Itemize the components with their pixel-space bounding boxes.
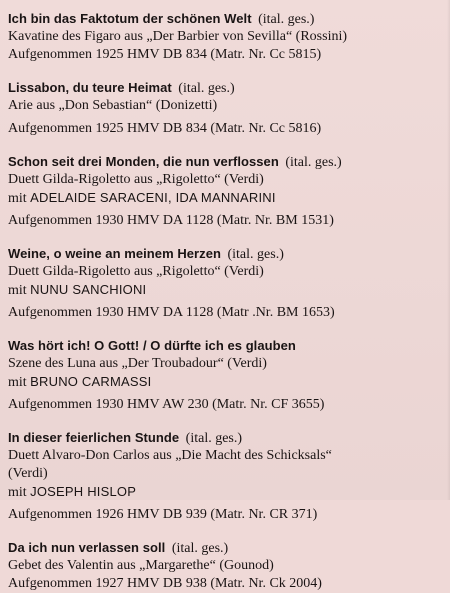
track-heading (8, 10, 446, 28)
track-list (8, 10, 446, 593)
artist-line (8, 483, 446, 501)
track-entry (8, 10, 446, 64)
artist-names: NUNU SANCHIONI (30, 282, 147, 297)
track-heading (8, 245, 446, 263)
track-title: Ich bin das Faktotum der schönen Welt (8, 11, 252, 26)
track-title: Da ich nun verlassen soll (8, 540, 166, 555)
track-entry (8, 153, 446, 230)
track-title: Was hört ich! O Gott! / O dürfte ich es glauben (8, 338, 296, 353)
track-title: Weine, o weine an meinem Herzen (8, 246, 221, 261)
track-heading (8, 79, 446, 97)
track-description: Szene des Luna aus „Der Troubadour“ (Verdi) (8, 356, 267, 371)
recording-info: Aufgenommen 1925 HMV DB 834 (Matr. Nr. Cc 5816) (8, 121, 322, 136)
track-title: Lissabon, du teure Heimat (8, 80, 172, 95)
language-note: (ital. ges.) (171, 541, 229, 556)
track-description-continued: (Verdi) (8, 466, 48, 481)
track-description: Kavatine des Figaro aus „Der Barbier von Sevilla“ (Rossini) (8, 29, 348, 44)
language-note: (ital. ges.) (227, 247, 284, 262)
language-note: (ital. ges.) (178, 81, 235, 96)
track-description: Duett Gilda-Rigoletto aus „Rigoletto“ (Verdi) (8, 172, 264, 187)
track-entry (8, 245, 446, 322)
language-note: (ital. ges.) (285, 155, 342, 170)
recording-info: Aufgenommen 1930 HMV DA 1128 (Matr .Nr. BM 1653) (8, 305, 335, 320)
recording-info: Aufgenommen 1926 HMV DB 939 (Matr. Nr. CR 371) (8, 507, 318, 522)
artist-names: JOSEPH HISLOP (30, 484, 137, 499)
artist-prefix: mit (8, 485, 27, 500)
language-note: (ital. ges.) (258, 12, 315, 27)
recording-info: Aufgenommen 1930 HMV DA 1128 (Matr. Nr. BM 1531) (8, 213, 334, 228)
artist-line (8, 189, 446, 207)
track-title: In dieser feierlichen Stunde (8, 430, 180, 445)
recording-info: Aufgenommen 1927 HMV DB 938 (Matr. Nr. Ck 2004) (8, 576, 322, 591)
track-entry (8, 79, 446, 138)
track-description: Gebet des Valentin aus „Margarethe“ (Gounod) (8, 558, 274, 573)
recording-info: Aufgenommen 1925 HMV DB 834 (Matr. Nr. Cc 5815) (8, 47, 322, 62)
track-heading (8, 429, 446, 447)
track-heading (8, 539, 446, 557)
track-entry (8, 337, 446, 414)
artist-prefix: mit (8, 191, 27, 206)
recording-info: Aufgenommen 1930 HMV AW 230 (Matr. Nr. CF 3655) (8, 397, 325, 412)
track-heading (8, 153, 446, 171)
track-description: Duett Alvaro-Don Carlos aus „Die Macht des Schicksals“ (8, 448, 332, 463)
artist-line (8, 373, 446, 391)
track-description: Duett Gilda-Rigoletto aus „Rigoletto“ (Verdi) (8, 264, 264, 279)
track-title: Schon seit drei Monden, die nun verflossen (8, 154, 279, 169)
artist-prefix: mit (8, 375, 27, 390)
track-entry (8, 429, 446, 524)
track-heading (8, 337, 446, 355)
artist-names: ADELAIDE SARACENI, IDA MANNARINI (30, 190, 276, 205)
track-description: Arie aus „Don Sebastian“ (Donizetti) (8, 98, 218, 113)
artist-line (8, 281, 446, 299)
track-entry (8, 539, 446, 593)
artist-names: BRUNO CARMASSI (30, 374, 152, 389)
language-note: (ital. ges.) (185, 431, 243, 446)
artist-prefix: mit (8, 283, 27, 298)
